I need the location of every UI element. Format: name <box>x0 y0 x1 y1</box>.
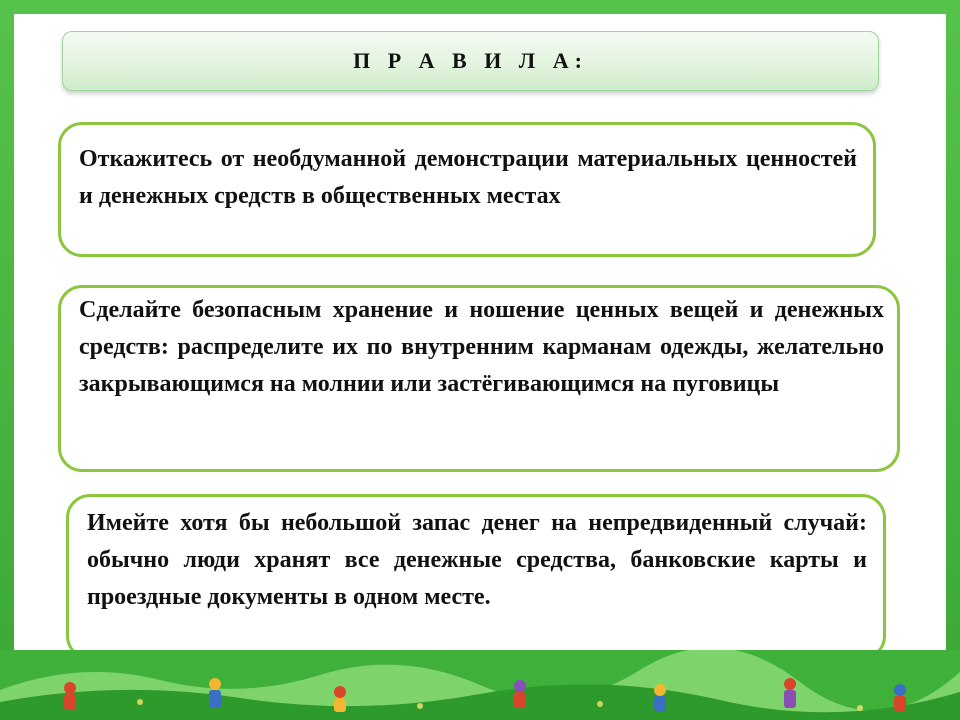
page-title: П Р А В И Л А: <box>353 48 588 73</box>
rule-box-2 <box>58 285 900 472</box>
rule-box-3 <box>66 494 886 660</box>
children-playing-illustration-icon <box>0 650 960 720</box>
rule-box-1 <box>58 122 876 257</box>
rule-text-1: Откажитесь от необдуманной демонстрации материальных ценностей и денежных средств в общественных местах <box>79 146 857 209</box>
rule-text-2: Сделайте безопасным хранение и ношение ценных вещей и денежных средств: распределите их по внутренним карманам одежды, желательно закрывающимся на молнии или застёгивающимся на пуговицы <box>79 297 884 397</box>
rule-text-3: Имейте хотя бы небольшой запас денег на непредвиденный случай: обычно люди хранят все денежные средства, банковские карты и проездные документы в одном месте. <box>87 510 867 610</box>
title-banner <box>62 31 879 91</box>
